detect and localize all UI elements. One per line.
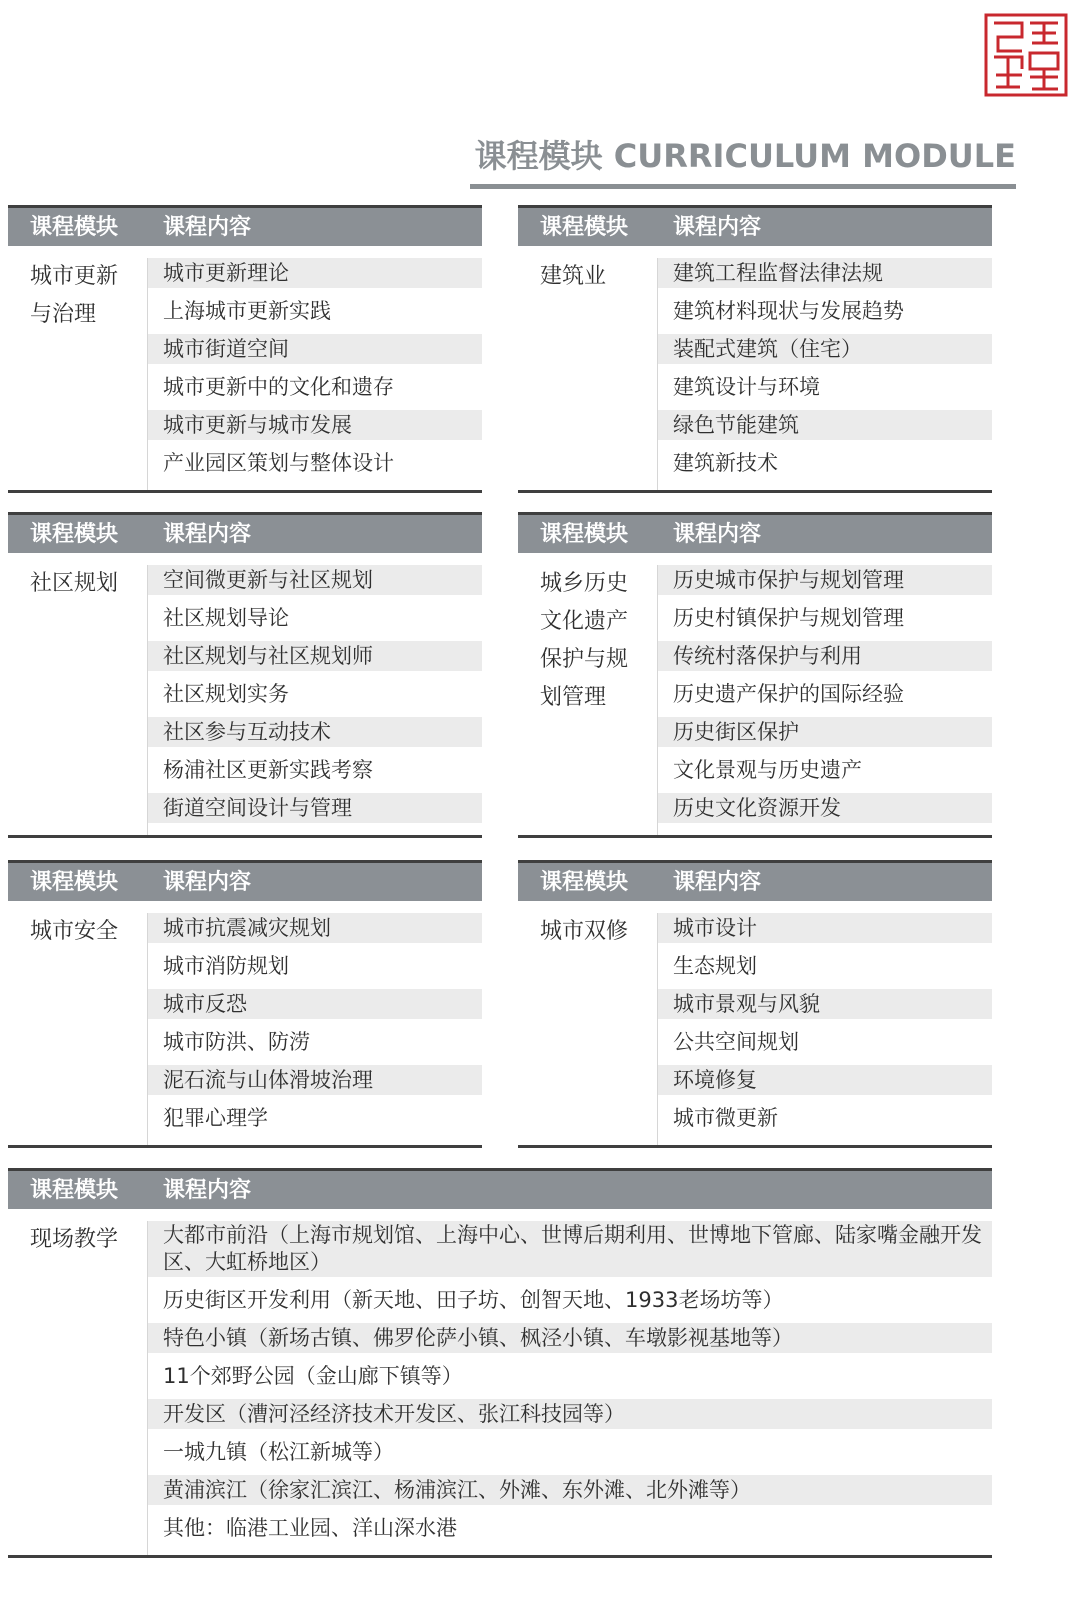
course-item: 大都市前沿（上海市规划馆、上海中心、世博后期利用、世博地下管廊、陆家嘴金融开发区、大虹桥地区） [147, 1221, 992, 1277]
module-table-community-planning [8, 512, 482, 838]
course-item: 社区规划导论 [163, 606, 289, 630]
course-item: 历史街区保护 [657, 717, 992, 747]
course-list [657, 913, 992, 1145]
course-list [147, 258, 482, 490]
course-item: 社区参与互动技术 [147, 717, 482, 747]
course-list [147, 1221, 992, 1555]
course-item: 城市防洪、防涝 [163, 1030, 310, 1054]
course-item: 11个郊野公园（金山廊下镇等） [163, 1364, 463, 1388]
header-content-label: 课程内容 [163, 1178, 252, 1203]
header-module-label: 课程模块 [540, 215, 629, 240]
module-name-line: 城市更新 [30, 264, 119, 289]
header-content-label: 课程内容 [673, 215, 762, 240]
header-content-label: 课程内容 [163, 215, 252, 240]
module-name [30, 913, 142, 951]
table-body [518, 258, 992, 493]
course-item: 城市微更新 [673, 1106, 778, 1130]
course-item: 黄浦滨江（徐家汇滨江、杨浦滨江、外滩、东外滩、北外滩等） [147, 1475, 992, 1505]
table-body [8, 258, 482, 493]
header-content-label: 课程内容 [673, 522, 762, 547]
module-name-line: 文化遗产 [540, 609, 629, 634]
seal-stamp-icon [984, 13, 1068, 97]
course-item: 产业园区策划与整体设计 [163, 451, 394, 475]
column-divider [147, 258, 148, 490]
course-item: 传统村落保护与利用 [657, 641, 992, 671]
module-name-line: 现场教学 [30, 1227, 119, 1252]
course-item: 城市更新中的文化和遗存 [163, 375, 394, 399]
column-divider [147, 565, 148, 835]
course-item: 城市更新理论 [147, 258, 482, 288]
module-name-line: 城乡历史 [540, 571, 629, 596]
course-item: 历史城市保护与规划管理 [657, 565, 992, 595]
module-name [30, 258, 142, 334]
module-table-urban-renewal [8, 205, 482, 493]
header-module-label: 课程模块 [30, 870, 119, 895]
header-module-label: 课程模块 [30, 215, 119, 240]
column-divider [147, 913, 148, 1145]
title-underline [470, 184, 1016, 189]
table-body [8, 1221, 992, 1558]
course-item: 城市抗震减灾规划 [147, 913, 482, 943]
course-item: 历史遗产保护的国际经验 [673, 682, 904, 706]
course-item: 环境修复 [657, 1065, 992, 1095]
course-list [657, 258, 992, 490]
module-name-line: 社区规划 [30, 571, 119, 596]
header-module-label: 课程模块 [540, 522, 629, 547]
table-header [8, 512, 482, 553]
module-name-line: 与治理 [30, 302, 97, 327]
course-item: 城市更新与城市发展 [147, 410, 482, 440]
module-table-field-teaching [8, 1168, 992, 1558]
course-item: 特色小镇（新场古镇、佛罗伦萨小镇、枫泾小镇、车墩影视基地等） [147, 1323, 992, 1353]
course-item: 城市街道空间 [147, 334, 482, 364]
header-module-label: 课程模块 [30, 522, 119, 547]
course-item: 文化景观与历史遗产 [673, 758, 862, 782]
table-header [8, 205, 482, 246]
page-title: 课程模块 CURRICULUM MODULE [474, 137, 1016, 175]
course-item: 历史街区开发利用（新天地、田子坊、创智天地、1933老场坊等） [163, 1288, 784, 1312]
module-name [30, 1221, 142, 1259]
table-header [518, 512, 992, 553]
course-item: 建筑工程监督法律法规 [657, 258, 992, 288]
course-item: 城市反恐 [147, 989, 482, 1019]
course-item: 杨浦社区更新实践考察 [163, 758, 373, 782]
course-item: 历史文化资源开发 [657, 793, 992, 823]
column-divider [147, 1221, 148, 1555]
header-module-label: 课程模块 [30, 1178, 119, 1203]
module-table-urban-safety [8, 860, 482, 1148]
header-content-label: 课程内容 [163, 522, 252, 547]
course-item: 城市景观与风貌 [657, 989, 992, 1019]
module-name [30, 565, 142, 603]
course-item: 城市消防规划 [163, 954, 289, 978]
course-item: 公共空间规划 [673, 1030, 799, 1054]
course-item: 建筑新技术 [673, 451, 778, 475]
table-header [518, 860, 992, 901]
module-table-construction [518, 205, 992, 493]
module-name-line: 城市双修 [540, 919, 629, 944]
module-name-line: 建筑业 [540, 264, 607, 289]
course-item: 其他：临港工业园、洋山深水港 [163, 1516, 457, 1540]
course-item: 泥石流与山体滑坡治理 [147, 1065, 482, 1095]
module-name [540, 913, 652, 951]
module-table-city-repair [518, 860, 992, 1148]
course-item: 上海城市更新实践 [163, 299, 331, 323]
column-divider [657, 913, 658, 1145]
table-body [8, 913, 482, 1148]
course-item: 社区规划实务 [163, 682, 289, 706]
table-header [518, 205, 992, 246]
course-item: 城市设计 [657, 913, 992, 943]
module-name [540, 565, 652, 717]
table-header [8, 1168, 992, 1209]
table-body [8, 565, 482, 838]
table-body [518, 913, 992, 1148]
module-name-line: 划管理 [540, 685, 607, 710]
module-table-heritage-protection [518, 512, 992, 838]
column-divider [657, 565, 658, 835]
course-list [147, 565, 482, 835]
header-module-label: 课程模块 [540, 870, 629, 895]
header-content-label: 课程内容 [673, 870, 762, 895]
course-item: 建筑设计与环境 [673, 375, 820, 399]
module-name-line: 保护与规 [540, 647, 629, 672]
table-header [8, 860, 482, 901]
table-body [518, 565, 992, 838]
course-item: 装配式建筑（住宅） [657, 334, 992, 364]
course-list [657, 565, 992, 835]
course-item: 生态规划 [673, 954, 757, 978]
course-item: 建筑材料现状与发展趋势 [673, 299, 904, 323]
course-item: 绿色节能建筑 [657, 410, 992, 440]
course-item: 历史村镇保护与规划管理 [673, 606, 904, 630]
course-list [147, 913, 482, 1145]
course-item: 犯罪心理学 [163, 1106, 268, 1130]
course-item: 街道空间设计与管理 [147, 793, 482, 823]
module-name-line: 城市安全 [30, 919, 119, 944]
course-item: 一城九镇（松江新城等） [163, 1440, 394, 1464]
course-item: 社区规划与社区规划师 [147, 641, 482, 671]
course-item: 空间微更新与社区规划 [147, 565, 482, 595]
course-item: 开发区（漕河泾经济技术开发区、张江科技园等） [147, 1399, 992, 1429]
module-name [540, 258, 652, 296]
header-content-label: 课程内容 [163, 870, 252, 895]
column-divider [657, 258, 658, 490]
